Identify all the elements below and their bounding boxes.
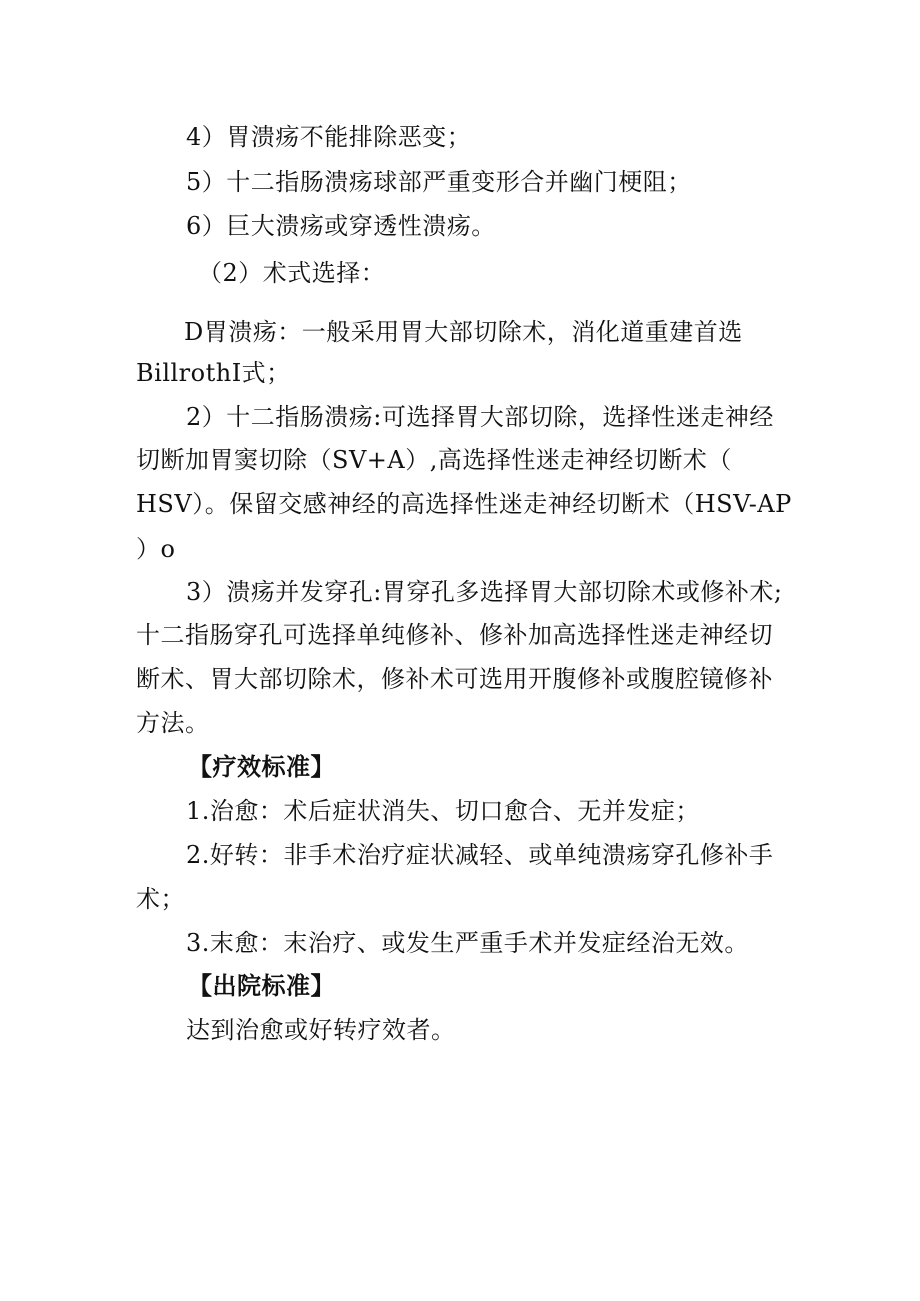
- text-line: 达到治愈或好转疗效者。: [186, 1016, 456, 1044]
- text-line: 断术、胃大部切除术，修补术可选用开腹修补或腹腔镜修补: [136, 665, 773, 693]
- text-line: BillrothI式；: [136, 359, 291, 387]
- section-heading-discharge-standard: 【出院标准】: [188, 971, 335, 1000]
- section-subheading: （2）术式选择：: [198, 259, 386, 287]
- text-line: 6）巨大溃疡或穿透性溃疡。: [186, 212, 496, 240]
- text-line: 4）胃溃疡不能排除恶变；: [186, 123, 472, 151]
- text-line: 3）溃疡并发穿孔:胃穿孔多选择胃大部切除术或修补术;: [186, 578, 783, 606]
- section-heading-efficacy-standard: 【疗效标准】: [188, 752, 335, 781]
- list-item: 1.治愈：术后症状消失、切口愈合、无并发症；: [186, 797, 700, 825]
- text-line: 方法。: [136, 709, 210, 737]
- text-line: 十二指肠穿孔可选择单纯修补、修补加高选择性迷走神经切: [136, 621, 773, 649]
- text-line: D胃溃疡：一般采用胃大部切除术，消化道重建首选: [184, 318, 743, 346]
- list-item: 3.末愈：末治疗、或发生严重手术并发症经治无效。: [186, 929, 749, 957]
- text-line: HSV）。保留交感神经的高选择性迷走神经切断术（HSV-AP: [136, 490, 792, 518]
- text-line: 5）十二指肠溃疡球部严重变形合并幽门梗阻；: [186, 168, 692, 196]
- text-line: 切断加胃窦切除（SV+A）,高选择性迷走神经切断术（: [136, 446, 732, 474]
- list-item: 2.好转：非手术治疗症状减轻、或单纯溃疡穿孔修补手: [186, 841, 774, 869]
- text-line: 2）十二指肠溃疡:可选择胃大部切除，选择性迷走神经: [186, 403, 774, 431]
- text-line: ）o: [136, 535, 176, 563]
- text-line: 术；: [136, 885, 185, 913]
